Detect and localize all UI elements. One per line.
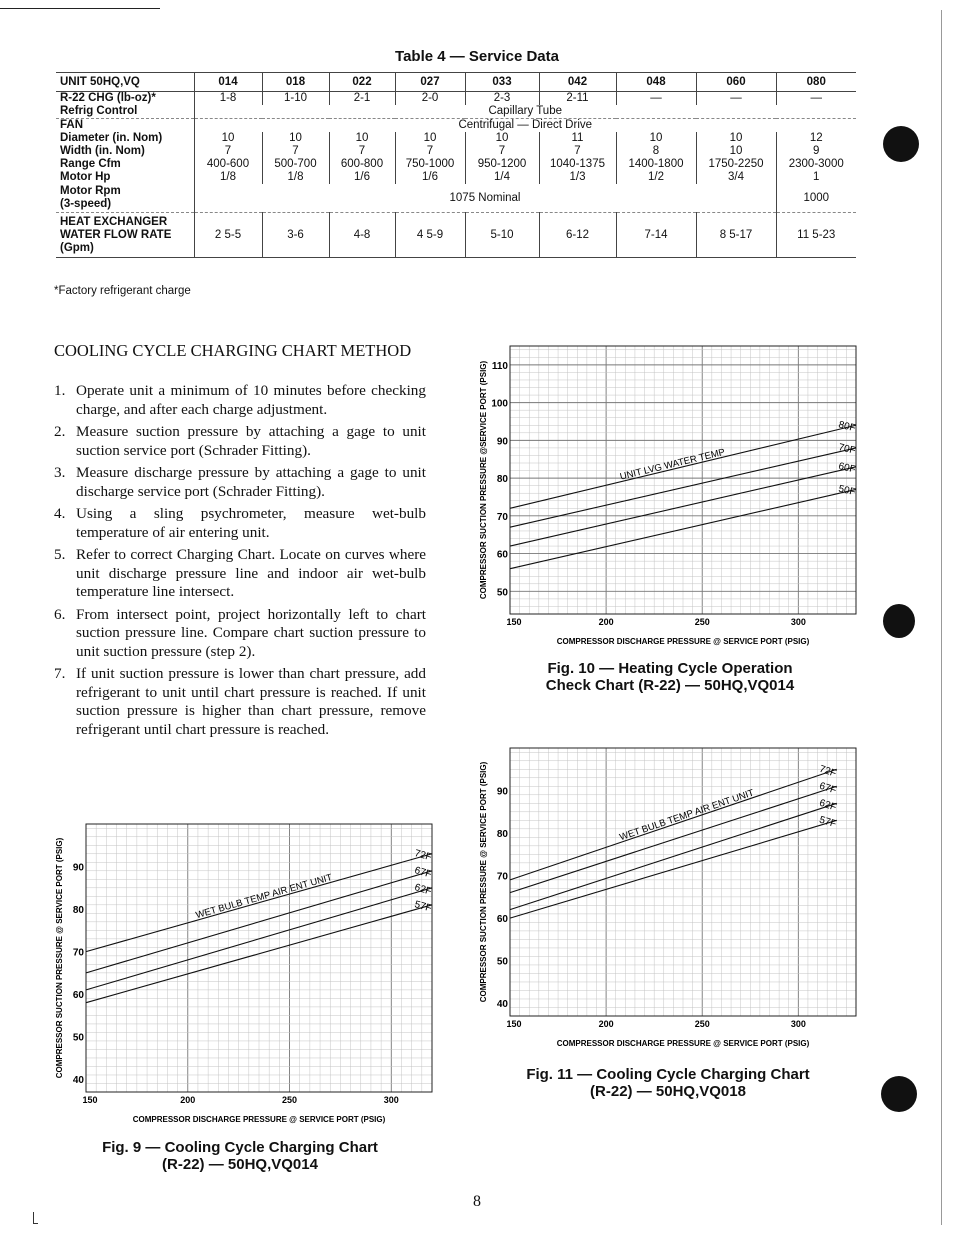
y-tick-label: 40 bbox=[72, 1075, 84, 1087]
step-number: 5. bbox=[54, 546, 66, 563]
cell: — bbox=[776, 92, 856, 106]
y-tick-label: 50 bbox=[496, 587, 508, 599]
cell: 2 5-5 bbox=[194, 213, 262, 258]
step-number: 7. bbox=[54, 665, 66, 682]
hx-row bbox=[56, 213, 856, 258]
service-data-table bbox=[56, 72, 856, 258]
series-label: 57F bbox=[413, 899, 433, 915]
unit-col: 033 bbox=[465, 73, 539, 92]
row-label: Diameter (in. Nom) bbox=[60, 132, 163, 144]
procedure-step bbox=[54, 505, 426, 542]
cell: 1750-2250 bbox=[696, 158, 776, 171]
cell: 10 bbox=[262, 132, 329, 145]
section-title: COOLING CYCLE CHARGING CHART METHOD bbox=[54, 341, 412, 360]
y-tick-label: 70 bbox=[72, 947, 84, 959]
binder-hole-mark bbox=[881, 1076, 917, 1112]
series-label: 72F bbox=[817, 763, 838, 780]
step-number: 2. bbox=[54, 423, 66, 440]
unit-col: 060 bbox=[696, 73, 776, 92]
row-label bbox=[56, 184, 194, 213]
row-label: Motor Hp bbox=[60, 171, 111, 183]
table-title: Table 4 — Service Data bbox=[395, 48, 559, 65]
table-footnote: *Factory refrigerant charge bbox=[54, 285, 191, 297]
procedure-steps bbox=[54, 382, 426, 743]
x-tick-label: 150 bbox=[82, 1095, 98, 1105]
series-label: 72F bbox=[413, 848, 433, 864]
cell: 10 bbox=[194, 132, 262, 145]
corner-mark bbox=[33, 1223, 38, 1224]
y-tick-label: 100 bbox=[491, 398, 508, 410]
row-label: R-22 CHG (lb-oz)* bbox=[60, 92, 156, 104]
fig11-caption-line2: (R-22) — 50HQ,VQ018 bbox=[590, 1083, 746, 1100]
cell: 1/2 bbox=[616, 171, 696, 184]
unit-col: 022 bbox=[329, 73, 395, 92]
x-tick-label: 150 bbox=[506, 1019, 522, 1029]
cell: 4 5-9 bbox=[395, 213, 465, 258]
x-tick-label: 250 bbox=[694, 617, 710, 627]
fig11-caption bbox=[468, 1066, 868, 1100]
unit-col: 048 bbox=[616, 73, 696, 92]
y-tick-label: 70 bbox=[496, 871, 508, 883]
cell: 5-10 bbox=[465, 213, 539, 258]
cell: 10 bbox=[616, 132, 696, 145]
step-text: If unit suction pressure is lower than chart pressure, add refrigerant to unit until chart pressure is reached. If unit suction pressure is higher than chart pressure, remove refrigerant until chart pressure is reached. bbox=[76, 665, 426, 738]
x-tick-label: 300 bbox=[790, 617, 806, 627]
y-tick-label: 60 bbox=[72, 990, 84, 1002]
binder-hole-mark bbox=[883, 126, 919, 162]
cell: 12 bbox=[776, 132, 856, 145]
x-tick-label: 300 bbox=[383, 1095, 399, 1105]
cell: 7 bbox=[539, 145, 616, 158]
cell: 600-800 bbox=[329, 158, 395, 171]
step-text: From intersect point, project horizontally left to chart suction pressure line. Compare chart suction pressure to unit suction pressure (step 2). bbox=[76, 605, 426, 660]
cell: 1040-1375 bbox=[539, 158, 616, 171]
cell: 11 5-23 bbox=[776, 213, 856, 258]
cell: 11 bbox=[539, 132, 616, 145]
fig9-svg bbox=[52, 818, 442, 1128]
cell: 3/4 bbox=[696, 171, 776, 184]
row-label: Refrig Control bbox=[56, 105, 194, 119]
procedure-step bbox=[54, 382, 426, 419]
cell: 500-700 bbox=[262, 158, 329, 171]
cell: 750-1000 bbox=[395, 158, 465, 171]
fig9-caption-line1: Fig. 9 — Cooling Cycle Charging Chart bbox=[102, 1139, 378, 1156]
cell: 7 bbox=[329, 145, 395, 158]
fig9-caption-line2: (R-22) — 50HQ,VQ014 bbox=[162, 1156, 318, 1173]
unit-col: 080 bbox=[776, 73, 856, 92]
cell: 1/6 bbox=[329, 171, 395, 184]
unit-col: 018 bbox=[262, 73, 329, 92]
y-tick-label: 40 bbox=[496, 999, 508, 1011]
fig11-svg bbox=[476, 742, 866, 1052]
row-label: Width (in. Nom) bbox=[60, 145, 145, 157]
page-number: 8 bbox=[473, 1193, 481, 1210]
cell: 400-600 bbox=[194, 158, 262, 171]
step-text: Measure discharge pressure by attaching a gage to unit discharge service port (Schrader Fitting). bbox=[76, 464, 426, 500]
x-tick-label: 200 bbox=[598, 617, 614, 627]
series-label: 80F bbox=[837, 419, 857, 435]
x-tick-label: 250 bbox=[694, 1019, 710, 1029]
top-rule bbox=[0, 8, 160, 9]
cell: 6-12 bbox=[539, 213, 616, 258]
fig9-caption bbox=[40, 1139, 440, 1173]
step-number: 1. bbox=[54, 382, 66, 399]
cell: 10 bbox=[696, 145, 776, 158]
y-tick-label: 110 bbox=[491, 360, 508, 372]
cell: 2-11 bbox=[539, 92, 616, 106]
unit-col: 027 bbox=[395, 73, 465, 92]
fig10-chart bbox=[476, 340, 866, 650]
y-tick-label: 60 bbox=[496, 549, 508, 561]
width-row bbox=[56, 145, 856, 158]
series-label: 70F bbox=[837, 442, 857, 457]
cell: 2-1 bbox=[329, 92, 395, 106]
fig11-caption-line1: Fig. 11 — Cooling Cycle Charging Chart bbox=[526, 1066, 810, 1083]
fig10-caption bbox=[470, 660, 870, 694]
x-tick-label: 150 bbox=[506, 617, 522, 627]
cell: — bbox=[616, 92, 696, 106]
cell: 10 bbox=[329, 132, 395, 145]
cell: 1 bbox=[776, 171, 856, 184]
x-axis-label: COMPRESSOR DISCHARGE PRESSURE @ SERVICE PORT (PSIG) bbox=[132, 1115, 386, 1124]
cell: — bbox=[696, 92, 776, 106]
unit-col: 042 bbox=[539, 73, 616, 92]
series-label: 67F bbox=[413, 865, 433, 881]
unit-col: 014 bbox=[194, 73, 262, 92]
fan-row bbox=[56, 119, 856, 133]
procedure-step bbox=[54, 546, 426, 602]
cell: 9 bbox=[776, 145, 856, 158]
step-text: Using a sling psychrometer, measure wet-bulb temperature of air entering unit. bbox=[76, 505, 426, 541]
row-label: FAN bbox=[60, 119, 83, 131]
cell: Capillary Tube bbox=[194, 105, 856, 119]
x-tick-label: 250 bbox=[282, 1095, 298, 1105]
step-text: Measure suction pressure by attaching a gage to unit suction service port (Schrader Fitting). bbox=[76, 423, 426, 459]
fig9-chart bbox=[52, 818, 442, 1128]
procedure-step bbox=[54, 606, 426, 662]
cell: 10 bbox=[465, 132, 539, 145]
step-text: Refer to correct Charging Chart. Locate on curves where unit discharge pressure line and indoor air wet-bulb temperature line intersect. bbox=[76, 546, 426, 600]
cell: 1/8 bbox=[194, 171, 262, 184]
x-axis-label: COMPRESSOR DISCHARGE PRESSURE @ SERVICE PORT (PSIG) bbox=[556, 637, 810, 646]
header-label: UNIT 50HQ,VQ bbox=[56, 73, 194, 92]
right-margin-rule bbox=[941, 10, 942, 1225]
procedure-step bbox=[54, 665, 426, 739]
cell: 8 5-17 bbox=[696, 213, 776, 258]
fig10-caption-line1: Fig. 10 — Heating Cycle Operation bbox=[547, 660, 793, 677]
y-axis-label: COMPRESSOR SUCTION PRESSURE @ SERVICE PORT (PSIG) bbox=[479, 761, 488, 1003]
cell: 2-0 bbox=[395, 92, 465, 106]
cell: 2300-3000 bbox=[776, 158, 856, 171]
fig10-svg bbox=[476, 340, 866, 650]
cell: 1-10 bbox=[262, 92, 329, 106]
binder-hole-mark bbox=[883, 604, 915, 638]
table-header-row bbox=[56, 73, 856, 92]
cell: 2-3 bbox=[465, 92, 539, 106]
series-label: 62F bbox=[413, 882, 433, 898]
step-number: 6. bbox=[54, 605, 66, 623]
cell: 8 bbox=[616, 145, 696, 158]
cell: 7-14 bbox=[616, 213, 696, 258]
curve-label: UNIT LVG WATER TEMP bbox=[618, 446, 727, 483]
hx-label-1: HEAT EXCHANGER bbox=[60, 215, 168, 228]
y-tick-label: 80 bbox=[496, 829, 508, 841]
cell: 7 bbox=[194, 145, 262, 158]
cell: 1075 Nominal bbox=[194, 184, 776, 213]
refrig-row bbox=[56, 105, 856, 119]
cell: 1/3 bbox=[539, 171, 616, 184]
hx-label-2: WATER FLOW RATE bbox=[60, 228, 172, 241]
curve-label: WET BULB TEMP AIR ENT UNIT bbox=[194, 872, 334, 922]
cfm-row bbox=[56, 158, 856, 171]
cell: 1/6 bbox=[395, 171, 465, 184]
cell: 950-1200 bbox=[465, 158, 539, 171]
step-number: 3. bbox=[54, 464, 66, 481]
step-text: Operate unit a minimum of 10 minutes before checking charge, and after each charge adjustment. bbox=[76, 382, 426, 418]
cell: 1/4 bbox=[465, 171, 539, 184]
cell: 10 bbox=[395, 132, 465, 145]
rpm-label-1: Motor Rpm bbox=[60, 185, 121, 197]
y-tick-label: 70 bbox=[496, 511, 508, 523]
y-tick-label: 90 bbox=[72, 862, 84, 874]
series-label: 57F bbox=[817, 814, 838, 831]
y-tick-label: 50 bbox=[72, 1032, 84, 1044]
fig10-caption-line2: Check Chart (R-22) — 50HQ,VQ014 bbox=[545, 677, 795, 694]
grid bbox=[510, 346, 856, 614]
y-tick-label: 90 bbox=[496, 786, 508, 798]
cell: 7 bbox=[395, 145, 465, 158]
cell: 1000 bbox=[776, 184, 856, 213]
cell: Centrifugal — Direct Drive bbox=[194, 119, 856, 133]
cell: 1-8 bbox=[194, 92, 262, 106]
cell: 4-8 bbox=[329, 213, 395, 258]
cell: 7 bbox=[465, 145, 539, 158]
cell: 3-6 bbox=[262, 213, 329, 258]
hx-label-3: (Gpm) bbox=[60, 241, 94, 254]
y-tick-label: 60 bbox=[496, 914, 508, 926]
x-axis-label: COMPRESSOR DISCHARGE PRESSURE @ SERVICE PORT (PSIG) bbox=[556, 1039, 810, 1048]
y-tick-label: 90 bbox=[496, 436, 508, 448]
series-label: 50F bbox=[837, 483, 857, 499]
row-label bbox=[56, 213, 194, 258]
r22-row bbox=[56, 92, 856, 106]
x-tick-label: 200 bbox=[180, 1095, 196, 1105]
procedure-step bbox=[54, 464, 426, 501]
y-tick-label: 80 bbox=[496, 474, 508, 486]
hp-row bbox=[56, 171, 856, 184]
curve-label: WET BULB TEMP AIR ENT UNIT bbox=[618, 787, 756, 844]
step-number: 4. bbox=[54, 505, 66, 522]
cell: 7 bbox=[262, 145, 329, 158]
cell: 10 bbox=[696, 132, 776, 145]
diameter-row bbox=[56, 132, 856, 145]
y-axis-label: COMPRESSOR SUCTION PRESSURE @ SERVICE PORT (PSIG) bbox=[55, 837, 64, 1079]
series-label: 62F bbox=[817, 797, 838, 814]
cell: 1/8 bbox=[262, 171, 329, 184]
x-tick-label: 200 bbox=[598, 1019, 614, 1029]
y-tick-label: 80 bbox=[72, 905, 84, 917]
cell: 1400-1800 bbox=[616, 158, 696, 171]
rpm-row bbox=[56, 184, 856, 213]
row-label: Range Cfm bbox=[60, 158, 121, 170]
rpm-label-2: (3-speed) bbox=[60, 198, 112, 210]
y-axis-label: COMPRESSOR SUCTION PRESSURE @SERVICE PORT (PSIG) bbox=[479, 360, 488, 600]
grid bbox=[510, 748, 856, 1016]
fig11-chart bbox=[476, 742, 866, 1052]
x-tick-label: 300 bbox=[790, 1019, 806, 1029]
series-label: 67F bbox=[817, 780, 838, 797]
series-label: 60F bbox=[837, 460, 857, 476]
y-tick-label: 50 bbox=[496, 956, 508, 968]
procedure-step bbox=[54, 423, 426, 460]
